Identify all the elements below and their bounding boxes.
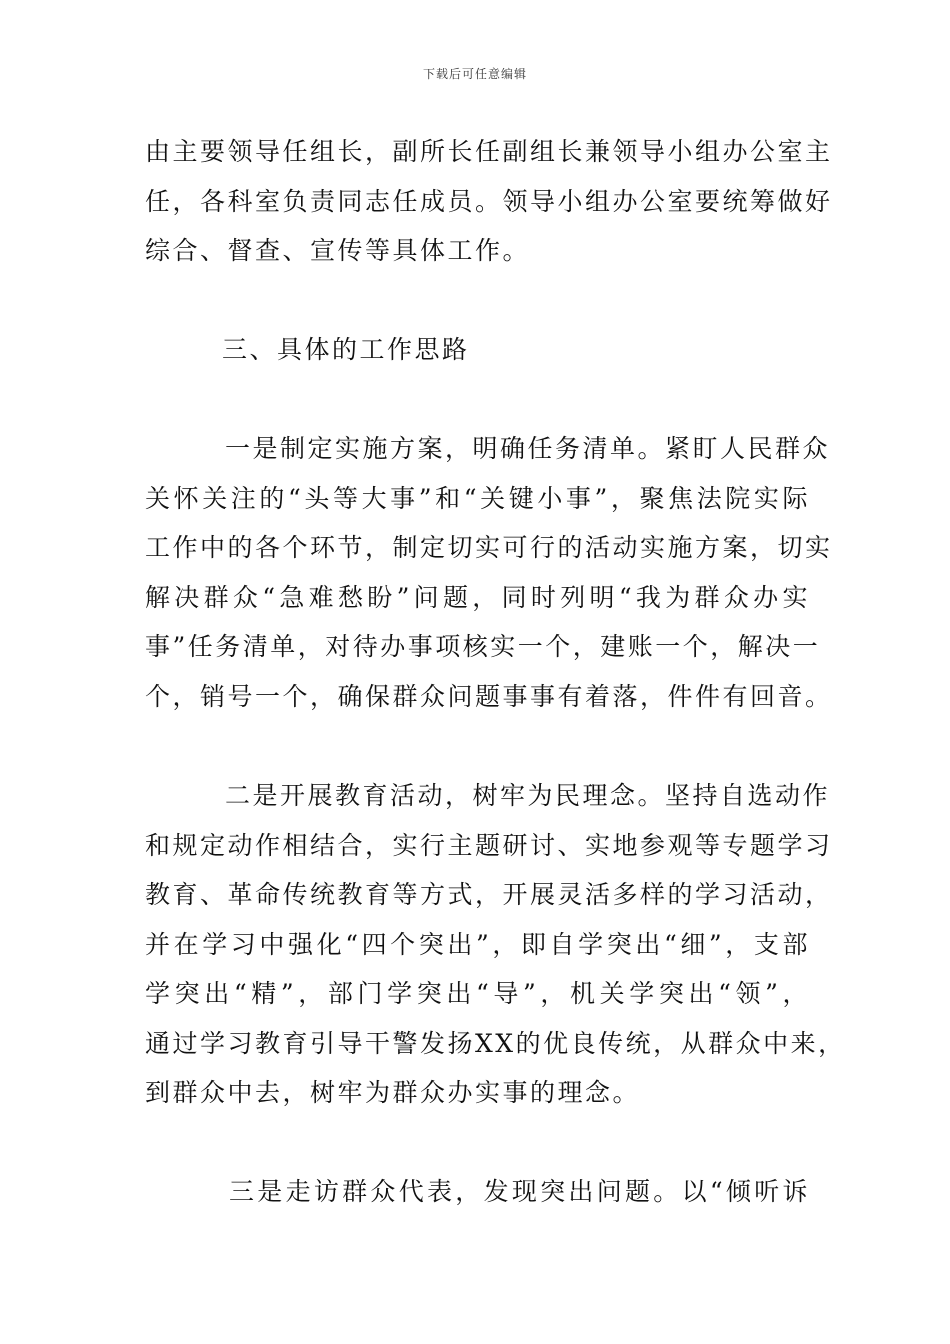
paragraph-line: 工作中的各个环节，制定切实可行的活动实施方案，切实 xyxy=(145,533,833,562)
paragraph-line: 教育、革命传统教育等方式，开展灵活多样的学习活动， xyxy=(145,880,833,909)
section-heading: 三、具体的工作思路 xyxy=(222,335,470,364)
paragraph-line: 学突出“精”，部门学突出“导”，机关学突出“领”， xyxy=(145,979,810,1008)
paragraph-line: 并在学习中强化“四个突出”，即自学突出“细”，支部 xyxy=(145,929,810,959)
paragraph-line: 三是走访群众代表，发现突出问题。以“倾听诉 xyxy=(229,1177,810,1206)
paragraph-line: 由主要领导任组长，副所长任副组长兼领导小组办公室主 xyxy=(145,137,833,166)
paragraph-education-activities xyxy=(145,771,846,1118)
paragraph-line: 到群众中去，树牢为群众办实事的理念。 xyxy=(145,1078,641,1107)
paragraph-line: 任，各科室负责同志任成员。领导小组办公室要统筹做好 xyxy=(145,186,833,216)
paragraph-line: 通过学习教育引导干警发扬XX的优良传统，从群众中来， xyxy=(145,1028,846,1058)
paragraph-line: 二是开展教育活动，树牢为民理念。坚持自选动作 xyxy=(225,781,831,810)
paragraph-implementation-plan xyxy=(145,424,833,721)
paragraph-line: 事”任务清单，对待办事项核实一个，建账一个，解决一 xyxy=(145,632,821,661)
paragraph-visit-representatives xyxy=(145,1167,810,1217)
paragraph-leadership-group xyxy=(145,127,833,276)
paragraph-line: 关怀关注的“头等大事”和“关键小事”，聚焦法院实际 xyxy=(145,483,810,513)
header-note: 下载后可任意编辑 xyxy=(422,67,527,81)
paragraph-line: 和规定动作相结合，实行主题研讨、实地参观等专题学习 xyxy=(145,830,833,860)
paragraph-line: 一是制定实施方案，明确任务清单。紧盯人民群众 xyxy=(225,434,831,463)
paragraph-line: 解决群众“急难愁盼”问题，同时列明“我为群众办实 xyxy=(145,582,810,612)
paragraph-line: 个，销号一个，确保群众问题事事有着落，件件有回音。 xyxy=(145,681,833,711)
paragraph-line: 综合、督查、宣传等具体工作。 xyxy=(145,236,531,265)
